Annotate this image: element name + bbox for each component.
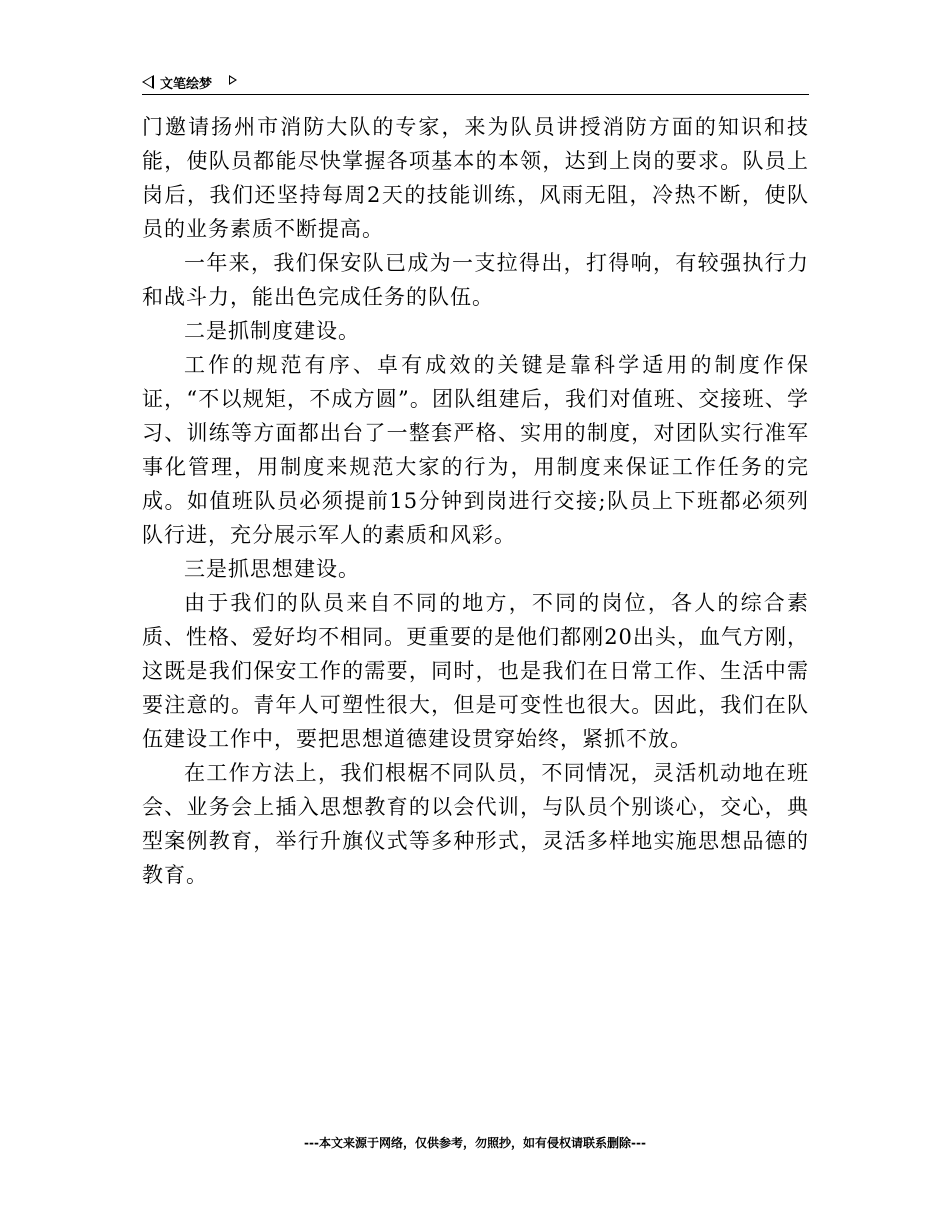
paragraph: 工作的规范有序、卓有成效的关键是靠科学适用的制度作保证，“不以规矩，不成方圆”。团队组建后，我们对值班、交接班、学习、训练等方面都出台了一整套严格、实用的制度，对团队实行准军事化管理，用制度来规范大家的行为，用制度来保证工作任务的完成。如值班队员必须提前15分钟到岗进行交接;队员上下班都必须列队行进，充分展示军人的素质和风彩。: [142, 353, 809, 547]
paragraph: 由于我们的队员来自不同的地方，不同的岗位，各人的综合素质、性格、爱好均不相同。更重要的是他们都刚20出头，血气方刚，这既是我们保安工作的需要，同时，也是我们在日常工作、生活中需要注意的。青年人可塑性很大，但是可变性也很大。因此，我们在队伍建设工作中，要把思想道德建设贯穿始终，紧抓不放。: [142, 591, 809, 751]
paragraph: 在工作方法上，我们根椐不同队员，不同情况，灵活机动地在班会、业务会上插入思想教育的以会代训，与队员个别谈心，交心，典型案例教育，举行升旗仪式等多种形式，灵活多样地实施思想品德的教育。: [142, 761, 809, 887]
section-heading: 二是抓制度建设。: [184, 319, 360, 343]
page-footer: ---本文来源于网络，仅供参考，勿照抄，如有侵权请联系删除---: [304, 1136, 646, 1150]
header-brand: 文笔绘梦: [160, 77, 213, 92]
paragraph: 门邀请扬州市消防大队的专家，来为队员讲授消防方面的知识和技能，使队员都能尽快掌握各项基本的本领，达到上岗的要求。队员上岗后，我们还坚持每周2天的技能训练，风雨无阻，冷热不断，使队员的业务素质不断提高。: [142, 115, 809, 241]
section-heading: 三是抓思想建设。: [184, 557, 360, 581]
triangle-left-icon: [142, 75, 154, 89]
page-header: [142, 72, 809, 95]
document-body: [142, 110, 809, 892]
paragraph: 一年来，我们保安队已成为一支拉得出，打得响，有较强执行力和战斗力，能出色完成任务的队伍。: [142, 251, 809, 309]
triangle-right-icon: [229, 75, 237, 85]
